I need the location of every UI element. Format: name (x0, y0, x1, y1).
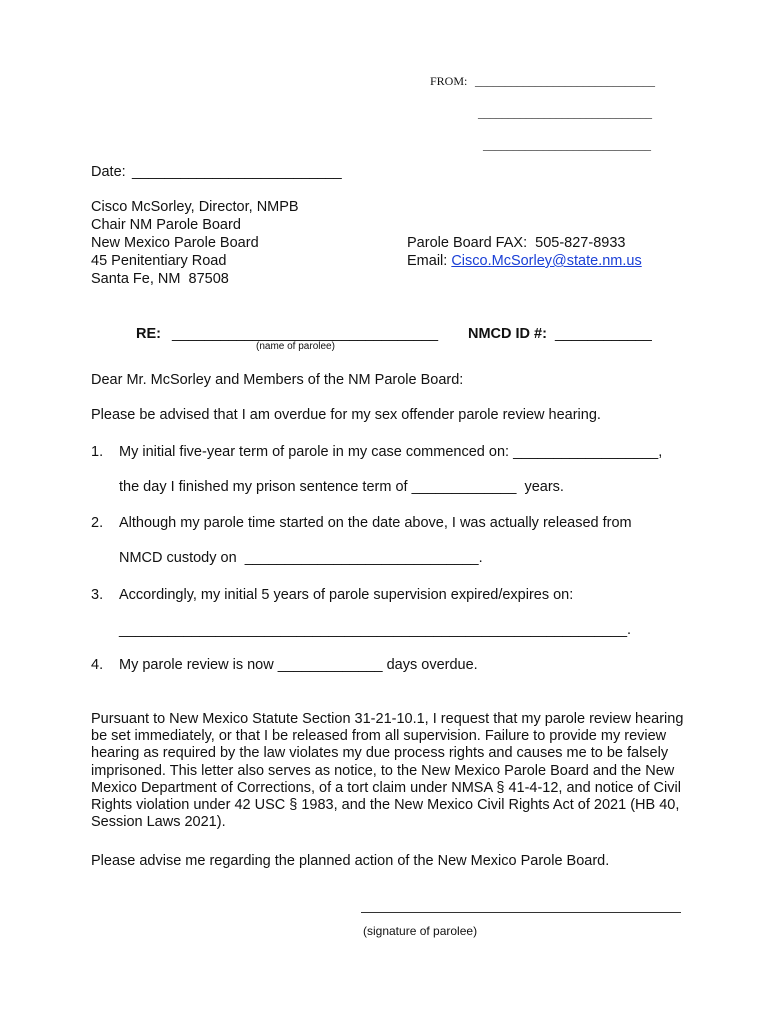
signature-line[interactable] (361, 912, 681, 913)
from-line-2[interactable]: _____________________________ (478, 106, 652, 120)
item-3-continuation: _______________________________________________________________. (119, 622, 632, 638)
closing-text: Please advise me regarding the planned action of the New Mexico Parole Board. (91, 853, 610, 869)
item-4-number: 4. (91, 657, 104, 673)
parolee-name-blank[interactable]: _________________________________ (172, 326, 439, 342)
name-caption: (name of parolee) (256, 341, 335, 352)
address-line-4: 45 Penitentiary Road (91, 253, 227, 269)
item-2-text: Although my parole time started on the date above, I was actually released from (119, 515, 632, 531)
item-2-continuation: NMCD custody on _____________________________. (119, 550, 483, 566)
salutation: Dear Mr. McSorley and Members of the NM Parole Board: (91, 372, 464, 388)
nmcd-id-label: NMCD ID #: (468, 326, 547, 342)
from-line-3[interactable]: ____________________________ (483, 138, 651, 152)
address-line-2: Chair NM Parole Board (91, 217, 241, 233)
item-3-text: Accordingly, my initial 5 years of parole supervision expired/expires on: (119, 587, 574, 603)
email-label: Email: (407, 253, 452, 269)
address-line-5: Santa Fe, NM 87508 (91, 271, 229, 287)
statute-paragraph: Pursuant to New Mexico Statute Section 31-21-10.1, I request that my parole review hearing be set immediately, or that I be released from all supervision. Failure to provide my review hearing as required by the law violates my due process rights and causes me to be falsely imprisoned. This letter also serves as notice, to the New Mexico Parole Board and the New Mexico Department of Corrections, of a tort claim under NMSA § 41-4-12, and notice of Civil Rights violation under 42 USC § 1983, and the New Mexico Civil Rights Act of 2021 (HB 40, Session Laws 2021). (91, 711, 684, 831)
nmcd-id-blank[interactable]: ____________ (555, 326, 652, 342)
date-label: Date: (91, 164, 126, 180)
item-1-number: 1. (91, 444, 104, 460)
item-2-number: 2. (91, 515, 104, 531)
item-3-number: 3. (91, 587, 104, 603)
address-line-1: Cisco McSorley, Director, NMPB (91, 199, 299, 215)
fax-number: Parole Board FAX: 505-827-8933 (407, 235, 626, 251)
item-1-text: My initial five-year term of parole in my case commenced on: __________________, (119, 444, 663, 460)
email-line (407, 253, 642, 269)
re-label: RE: (136, 326, 161, 342)
item-4-text: My parole review is now _____________ days overdue. (119, 657, 478, 673)
email-link[interactable]: Cisco.McSorley@state.nm.us (451, 253, 642, 269)
signature-caption: (signature of parolee) (363, 924, 478, 938)
from-line-1[interactable]: ______________________________ (475, 74, 655, 88)
address-line-3: New Mexico Parole Board (91, 235, 259, 251)
date-blank[interactable]: __________________________ (132, 164, 342, 180)
intro-text: Please be advised that I am overdue for my sex offender parole review hearing. (91, 407, 601, 423)
from-label: FROM: (430, 74, 468, 88)
item-1-continuation: the day I finished my prison sentence term of _____________ years. (119, 479, 564, 495)
